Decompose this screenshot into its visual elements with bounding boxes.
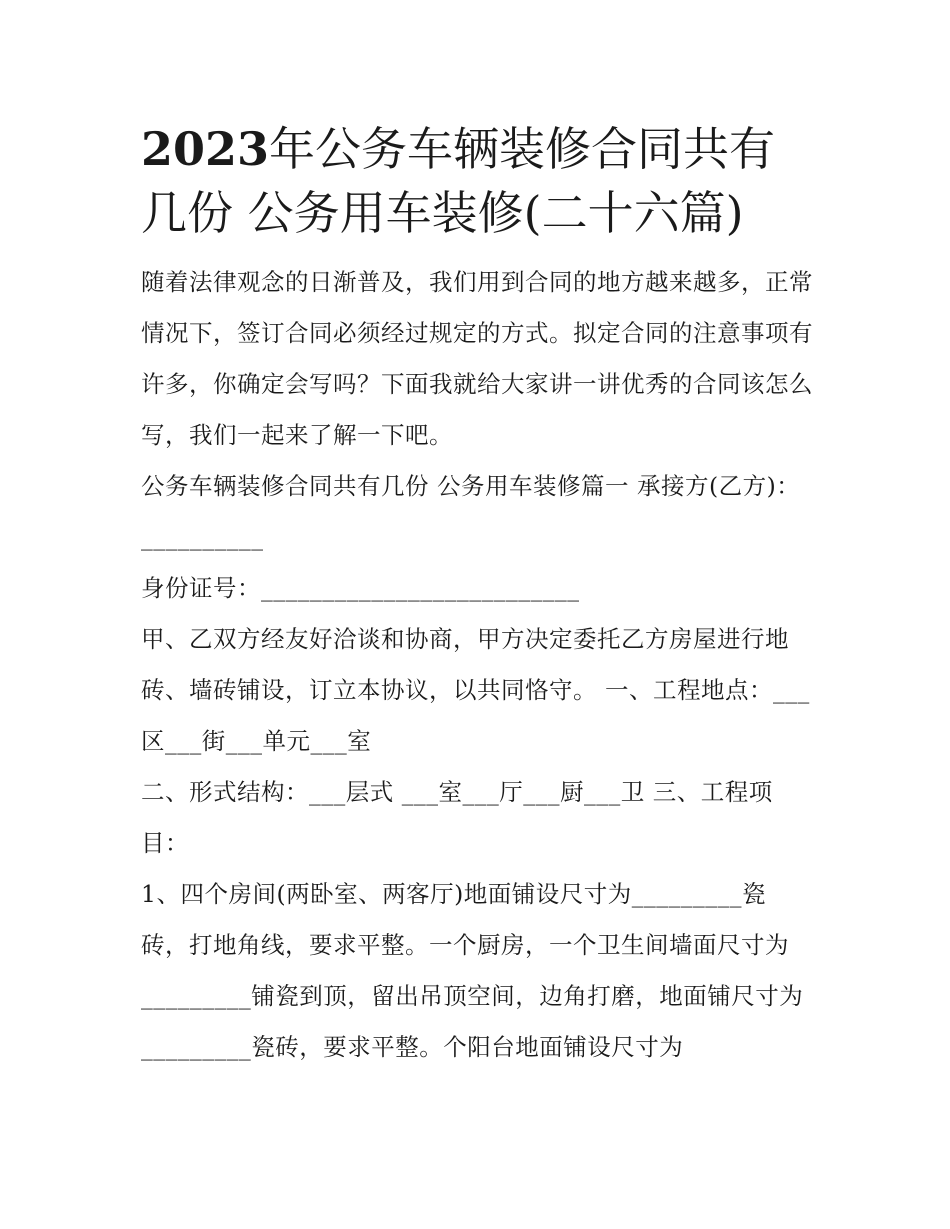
title-year: 2023 (141, 122, 270, 176)
document-page (141, 117, 813, 1073)
contractor-paragraph: 公务车辆装修合同共有几份 公务用车装修篇一 承接方(乙方)：__________ (141, 472, 801, 551)
project-item-paragraph: 1、四个房间(两卧室、两客厅)地面铺设尺寸为_________瓷砖，打地角线，要求平整。一个厨房，一个卫生间墙面尺寸为_________铺瓷到顶，留出吊顶空间，边角打磨，地面铺尺寸为_________瓷砖，要求平整。个阳台地面铺设尺寸为 (141, 880, 804, 1061)
structure-paragraph: 二、形式结构：___层式 ___室___厅___厨___卫 三、工程项目： (141, 778, 773, 857)
id-number-paragraph: 身份证号：__________________________ (141, 574, 580, 602)
document-title (141, 117, 813, 245)
title-text: 年公务车辆装修合同共有几份 公务用车装修(二十六篇) (141, 122, 776, 240)
intro-paragraph: 随着法律观念的日渐普及，我们用到合同的地方越来越多，正常情况下，签订合同必须经过规定的方式。拟定合同的注意事项有许多，你确定会写吗？下面我就给大家讲一讲优秀的合同该怎么写，我们一起来了解一下吧。 (141, 268, 813, 449)
agreement-paragraph: 甲、乙双方经友好洽谈和协商，甲方决定委托乙方房屋进行地砖、墙砖铺设，订立本协议，以共同恪守。 一、工程地点：___区___街___单元___室 (141, 625, 810, 755)
